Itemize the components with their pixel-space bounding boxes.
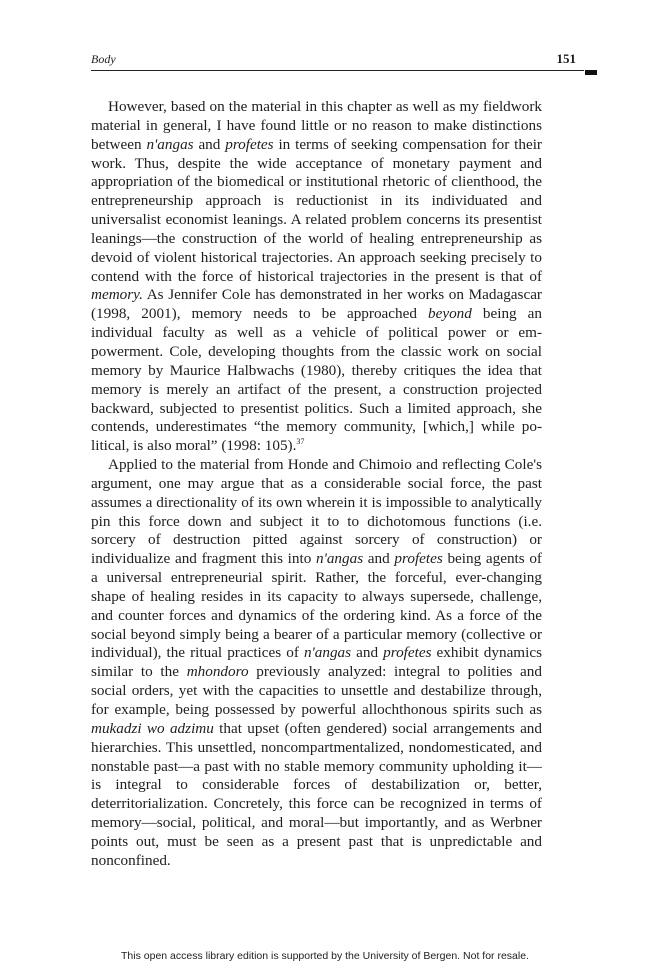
open-access-notice: This open access library edition is supported by the University of Bergen. Not for resale. xyxy=(121,950,529,962)
italic-term: profetes xyxy=(394,550,443,568)
italic-term: profetes xyxy=(225,135,274,153)
text-run: and xyxy=(351,644,384,662)
text-run: and xyxy=(193,135,226,153)
text-run: and xyxy=(363,550,395,568)
text-run: being agents of a universal entrepreneurial spirit. Rather, the forceful, ever-changing shape of healing resides in its capacity to always supersede, challenge, and counter forces and dynamics of the ordering kind. As a force of the social beyond simply being a bearer of a particular memory (collective or individual), the ritual practices of xyxy=(91,550,542,662)
body-text xyxy=(91,98,542,871)
italic-term: n'angas xyxy=(303,644,352,662)
text-run: previously analyzed: integral to polities and social orders, yet with the capacities to unsettle and destabilize through, for example, being possessed by powerful allochthonous spirits such as xyxy=(91,663,542,718)
italic-term: memory. xyxy=(91,286,143,304)
text-run: in terms of seeking compensation for their work. Thus, despite the wide acceptance of monetary payment and appropriation of the biomedical or institutional rhetoric of clienthood, the entrepreneurship approach is reductionist in its individuated and universalist economist leanings. A related problem concerns its presentist leanings—the construction of the world of healing entrepreneurship as devoid of violent historical trajectories. An approach seeking precisely to contend with the force of historical trajectories in the present is that of xyxy=(91,135,542,285)
header-rule-mark xyxy=(585,70,597,75)
italic-term: beyond xyxy=(428,305,472,323)
text-run: exhibit dynamics similar to the xyxy=(91,644,542,681)
italic-term: mhondoro xyxy=(186,663,249,681)
footnote-ref: 37 xyxy=(296,437,305,447)
paragraph-2 xyxy=(91,456,542,871)
page-number: 151 xyxy=(556,51,576,66)
text-run: However, based on the material in this chapter as well as my fieldwork material in general, I have found little or no reason to make distinctions between xyxy=(91,98,542,153)
running-head xyxy=(91,52,584,71)
italic-term: mukadzi wo adzimu xyxy=(91,719,214,737)
text-run: that upset (often gendered) social arrangements and hierarchies. This unsettled, noncompartmentalized, nondomesticated, and nonstable past—a past with no stable memory community upholding it—is integral to considerable forces of destabilization or, better, deterritorialization. Concretely, this force can be recognized in terms of memory—social, political, and moral—but importantly, and as Werbner points out, must be seen as a present past that is unpredictable and nonconfined. xyxy=(91,719,542,869)
italic-term: n'angas xyxy=(146,135,194,153)
text-run: being an individual faculty as well as a vehicle of political power or empowerment. Cole, developing thoughts from the classic work on social memory by Maurice Halbwachs (1980), thereby critiques the idea that memory is merely an artifact of the present, a construction projected backward, subjected to presentist politics. Such a limited approach, she contends, underestimates “the memory community, [which,] while political, is also moral” (1998: 105). xyxy=(91,305,542,455)
text-run: As Jennifer Cole has demonstrated in her works on Madagascar (1998, 2001), memory needs to be approached xyxy=(91,286,542,323)
paragraph-1 xyxy=(91,98,542,456)
italic-term: profetes xyxy=(383,644,432,662)
text-run: Applied to the material from Honde and Chimoio and reflecting Cole's argument, one may argue that as a considerable social force, the past assumes a directionality of its own wherein it is impossible to analytically pin this force down and subject it to to dichotomous functions (i.e. sorcery of destruction pitted against sorcery of construction) or individualize and fragment this into xyxy=(91,456,542,568)
italic-term: n'angas xyxy=(315,550,364,568)
running-head-title: Body xyxy=(91,52,116,66)
